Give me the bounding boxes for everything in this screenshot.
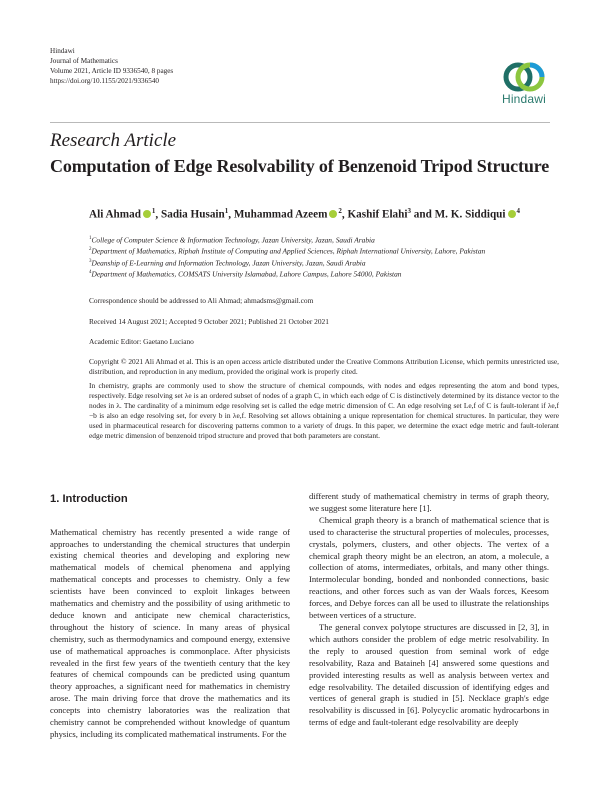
abstract bbox=[89, 381, 559, 441]
paragraph: The general convex polytope structures are discussed in [2, 3], in which authors consider the problem of edge metric resolvability. In the reply to aroused question from seminal work of edge resolvability, Raza and Bataineh [4] answered some questions and provided interesting results as well as analysis between vertex and edge resolvability. The detailed discussion of identifying edges and vertices of general graph is studied in [5]. Necklace graph's edge resolvability is discussed in [6]. Polycyclic aromatic hydrocarbons in terms of edge and fault-tolerant edge resolvability are deeply bbox=[309, 621, 549, 728]
affiliation-number: 4 bbox=[89, 270, 92, 276]
affiliation-number: 2 bbox=[89, 247, 92, 253]
journal-meta bbox=[50, 46, 173, 86]
affiliation-text: Department of Mathematics, COMSATS University Islamabad, Lahore Campus, Lahore 54000, Pakistan bbox=[91, 269, 402, 279]
publication-dates: Received 14 August 2021; Accepted 9 October 2021; Published 21 October 2021 bbox=[89, 317, 329, 326]
author-affil-ref: 4 bbox=[516, 207, 521, 215]
copyright-notice bbox=[89, 357, 559, 377]
affiliation-text: College of Computer Science & Information Technology, Jazan University, Jazan, Saudi Arabia bbox=[91, 235, 375, 245]
affiliation bbox=[89, 245, 559, 256]
author-name[interactable]: Muhammad Azeem bbox=[233, 208, 328, 221]
affiliation-text: Deanship of E-Learning and Information Technology, Jazan University, Jazan, Saudi Arabia bbox=[91, 258, 366, 268]
author-list: Ali Ahmad $^1$, Sadia Husain$^1$, Muhammad Azeem $^2$, Kashif Elahi$^3$ and M. K. Siddiqui $^4$ bbox=[89, 207, 521, 221]
paragraph: different study of mathematical chemistry in terms of graph theory, we suggest some literature here [1]. bbox=[309, 491, 549, 513]
volume-info: Volume 2021, Article ID 9336540, 8 pages bbox=[50, 67, 174, 75]
paragraph: Chemical graph theory is a branch of mathematical science that is used to characterise the structural properties of molecules, processes, crystals, polymers, clusters, and other objects. The vertex of a chemical graph theory might be an electron, an atom, a molecule, a collection of atoms, intermediates, orbitals, and many other things. Intermolecular bonding, bonded and nonbonded connections, basic reactions, and other forces such as van der Waals forces, Keesom forces, and Debye forces can all be used to illustrate the relationships between vertices of a structure. bbox=[309, 514, 549, 621]
affiliation-number: 1 bbox=[89, 236, 92, 241]
orcid-icon[interactable] bbox=[508, 210, 516, 218]
right-column bbox=[309, 491, 549, 729]
orcid-icon[interactable] bbox=[329, 210, 337, 218]
author-affil-ref: 2 bbox=[338, 207, 342, 215]
copyright-text: Copyright © 2021 Ali Ahmad et al. This is an open access article distributed under the Creative Commons Attribution License, which permits unrestricted use, distribution, and reproduction in any medium, provided the original work is properly cited. bbox=[89, 357, 559, 376]
orcid-icon[interactable] bbox=[143, 210, 151, 218]
author-affil-ref: 1 bbox=[151, 207, 156, 215]
author-name[interactable]: Kashif Elahi bbox=[347, 208, 408, 221]
author-affil-ref: 3 bbox=[407, 207, 411, 215]
author-affil-ref: 1 bbox=[224, 207, 229, 215]
affiliation-number: 3 bbox=[89, 258, 92, 264]
author-name[interactable]: Sadia Husain bbox=[161, 208, 225, 221]
paper-title: Computation of Edge Resolvability of Benzenoid Tripod Structure bbox=[50, 156, 550, 176]
left-column bbox=[50, 518, 290, 750]
academic-editor: Academic Editor: Gaetano Luciano bbox=[89, 337, 194, 346]
article-type: Research Article bbox=[50, 130, 177, 151]
author-name[interactable]: Ali Ahmad bbox=[89, 208, 141, 221]
affiliation-list bbox=[89, 234, 559, 280]
hindawi-logo-text: Hindawi bbox=[501, 92, 547, 106]
author-name[interactable]: M. K. Siddiqui bbox=[434, 208, 506, 221]
publisher-name: Hindawi bbox=[50, 47, 75, 55]
section-heading: 1. Introduction bbox=[50, 493, 128, 505]
journal-name: Journal of Mathematics bbox=[50, 57, 118, 65]
abstract-text: In chemistry, graphs are commonly used to show the structure of chemical compounds, with nodes and edges representing the atom and bond types, respectively. Edge resolving set λe is an ordered subset of nodes of a graph C, in which each edge of C is distinctively determined by its distance vector to the nodes in λ. The cardinality of a minimum edge resolving set is called the edge metric dimension of C. An edge resolving set Le,f of C is fault-tolerant if λe,f −b is also an edge resolving set, for every b in λe,f. Resolving set allows obtaining a unique representation for chemical structures. In particular, they were used in pharmaceutical research for discovering patterns common to a variety of drugs. In this paper, we determine the exact edge metric and fault-tolerant edge metric dimension of benzenoid tripod structure and proved that both parameters are constant. bbox=[89, 381, 559, 440]
header-divider bbox=[50, 122, 550, 123]
correspondence-line: Correspondence should be addressed to Ali Ahmad; ahmadsms@gmail.com bbox=[89, 296, 314, 305]
paragraph: Mathematical chemistry has recently presented a wide range of approaches to understanding the chemical structures that underpin existing chemical theories and developing and exploring new mathematical models of chemical phenomena and applying mathematical concepts and processes to chemistry. Only a few scientists have been convinced to exploit linkages between mathematics and chemistry and the possibility of using arithmetic to deduce known and anticipate new chemical characteristics, throughout the history of science. In many areas of physical chemistry, such as thermodynamics and compound energy, extensive use of mathematical approaches is commonplace. After physicists revealed in the first few years of the twentieth century that the key features of chemical compounds can be predicted using quantum theory approaches, a significant need for mathematics in chemistry arose. The main driving force that drove the mathematics and its concepts into chemistry laboratories was the realization that chemistry cannot be comprehended without knowledge of quantum physics, including its complicated mathematical instruments. For the bbox=[50, 526, 290, 739]
affiliation bbox=[89, 257, 559, 268]
doi-link[interactable]: https://doi.org/10.1155/2021/9336540 bbox=[50, 77, 160, 85]
affiliation bbox=[89, 234, 559, 245]
affiliation bbox=[89, 268, 559, 279]
affiliation-text: Department of Mathematics, Riphah Institute of Computing and Applied Sciences, Riphah International University, Lahore, Pakistan bbox=[91, 246, 486, 256]
